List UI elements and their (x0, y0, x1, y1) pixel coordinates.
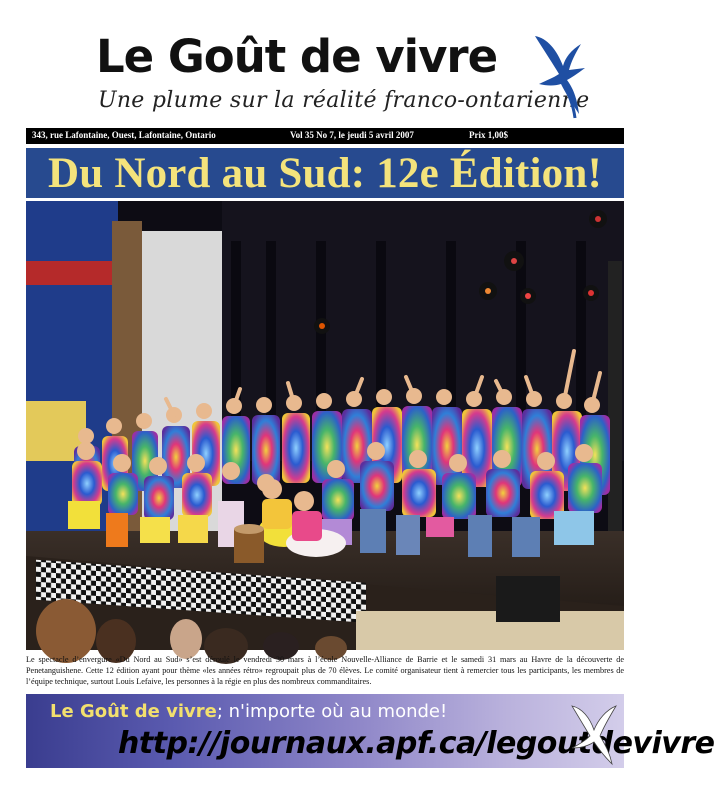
website-banner (26, 694, 714, 768)
banner-name: Le Goût de vivre (50, 701, 217, 722)
newspaper-subtitle: Une plume sur la réalité franco-ontarienne (98, 88, 590, 113)
website-url-link[interactable]: http://journaux.apf.ca/legoutdevivre (118, 726, 714, 761)
banner-tagline (50, 701, 447, 722)
seagull-icon (566, 696, 622, 766)
price-text: Prix 1,00$ (469, 130, 508, 140)
seagull-icon (525, 28, 597, 120)
masthead (0, 0, 650, 125)
info-bar (26, 128, 624, 144)
newspaper-title: Le Goût de vivre (96, 30, 498, 83)
headline-banner (26, 148, 624, 198)
address-text: 343, rue Lafontaine, Ouest, Lafontaine, Ontario (32, 130, 216, 140)
cover-photo (26, 201, 624, 650)
photo-caption: Le spectacle d’envergure «Du Nord au Sud» s’est déroulé le vendredi 30 mars à l’école Nouvelle-Alliance de Barrie et le samedi 31 mars au Havre de la découverte de Penetanguishene. Cette 12 édition ayant pour thème «les années rétro» regroupait plus de 70 élèves. Le comité organisateur tient à remercier tous les participants, les membres de l’équipe technique, surtout Louis Lefaive, les personnes à la régie en plus des nombreux commanditaires. (26, 655, 624, 686)
headline: Du Nord au Sud: 12e Édition! (48, 149, 602, 197)
stage-photo-illustration (26, 201, 624, 650)
issue-text: Vol 35 No 7, le jeudi 5 avril 2007 (290, 130, 414, 140)
banner-tagline-rest: ; n'importe où au monde! (216, 701, 448, 722)
